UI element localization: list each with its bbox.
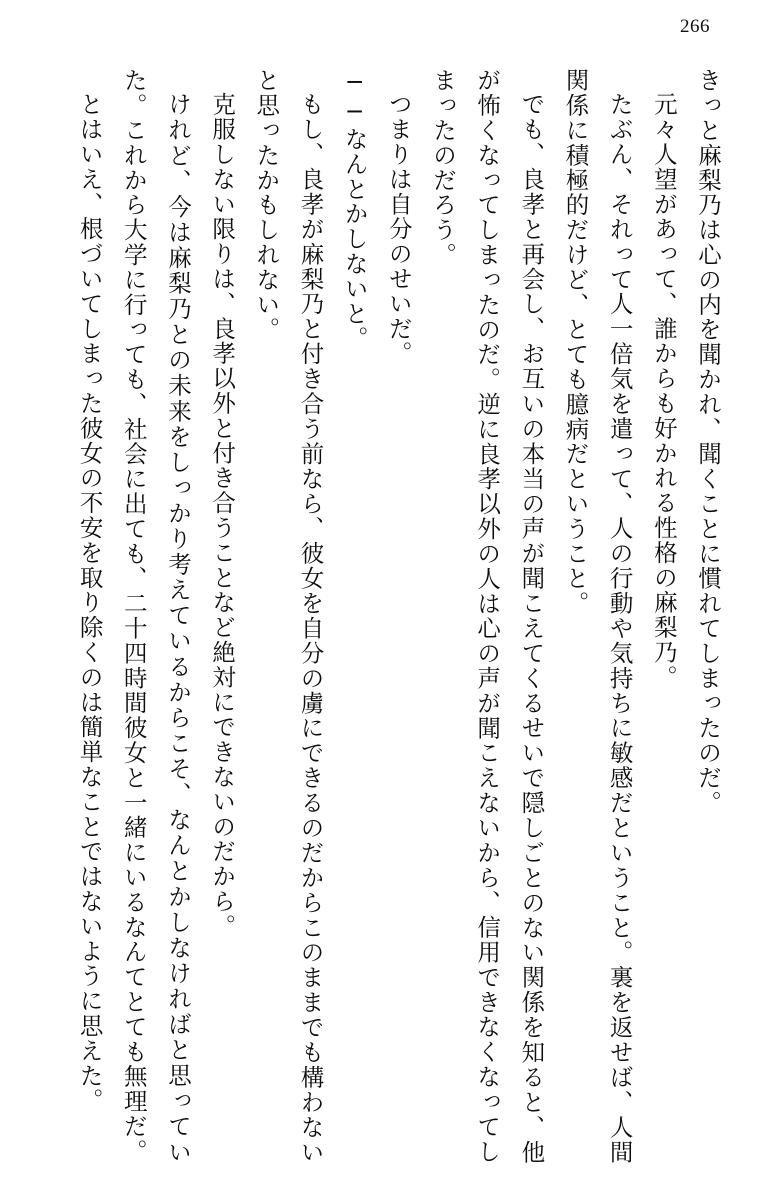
- paragraph: とはいえ、根づいてしまった彼女の不安を取り除くのは簡単なことではないように思えた。: [75, 91, 104, 1113]
- paragraph: けれど、今は麻梨乃との未来をしっかり考えているからこそ、なんとかしなければと思っていた。これから大学に行っても、社会に出ても、二十四時間彼女と一緒にいるなんてとても無理だ。: [119, 68, 192, 1164]
- paragraph: もし、良孝が麻梨乃と付き合う前なら、彼女を自分の虜にできるのだからこのままでも構わないと思ったかもしれない。: [252, 68, 325, 1164]
- paragraph: ──なんとかしないと。: [340, 68, 369, 351]
- page-number: 266: [680, 16, 710, 37]
- paragraph: きっと麻梨乃は心の内を聞かれ、聞くことに慣れてしまったのだ。: [694, 68, 722, 815]
- paragraph: たぶん、それって人一倍気を遣って、人の行動や気持ちに敏感だということ。裏を返せば、人間関係に積極的だけど、とても臆病だということ。: [561, 68, 634, 1164]
- paragraph: でも、良孝と再会し、お互いの本当の声が聞こえてくるせいで隠しごとのない関係を知ると、他が怖くなってしまったのだ。逆に良孝以外の人は心の声が聞こえないから、信用できなくなってしまったのだろう。: [428, 68, 546, 1164]
- page-body-text: [40, 68, 730, 1164]
- paragraph: 克服しない限りは、良孝以外と付き合うことなど絶対にできないのだから。: [208, 91, 237, 939]
- paragraph: つまりは自分のせいだ。: [384, 91, 413, 366]
- paragraph: 元々人望があって、誰からも好かれる性格の麻梨乃。: [649, 91, 678, 690]
